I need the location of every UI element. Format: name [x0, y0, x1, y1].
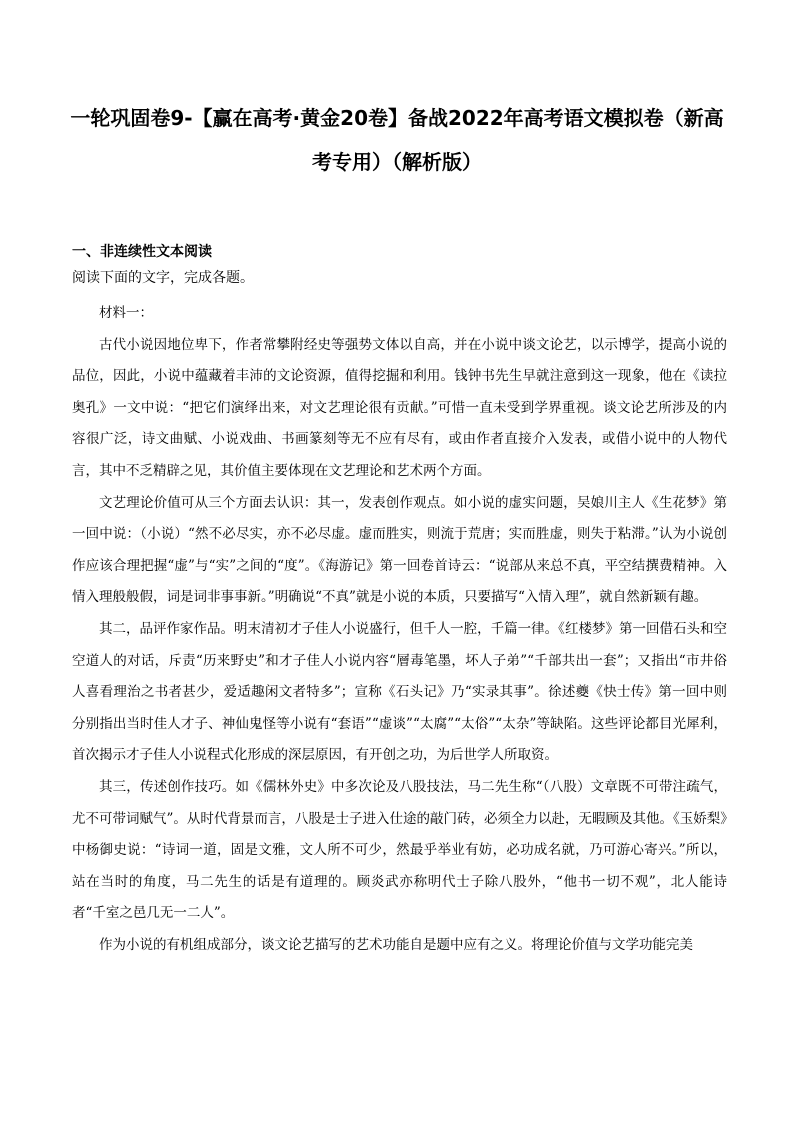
reading-instruction: 阅读下面的文字，完成各题。 [72, 270, 254, 286]
passage-body [72, 298, 727, 961]
document-title: 一轮巩固卷9-【赢在高考·黄金20卷】备战2022年高考语文模拟卷（新高考专用）（解析版） [70, 106, 724, 174]
paragraph-material-label: 材料一： [99, 305, 153, 321]
paragraph: 文艺理论价值可从三个方面去认识：其一，发表创作观点。如小说的虚实问题，吴娘川主人《生花梦》第一回中说：（小说）“然不必尽实，亦不必尽虚。虚而胜实，则流于荒唐；实而胜虚，则失于粘滞。”认为小说创作应该合理把握“虚”与“实”之间的“度”。《海游记》第一回卷首诗云：“说部从来总不真，平空结撰费精神。入情入理般般假，词是词非事事新。”明确说“不真”就是小说的本质，只要描写“入情入理”，就自然新颖有趣。 [72, 494, 727, 606]
paragraph: 古代小说因地位卑下，作者常攀附经史等强势文体以自高，并在小说中谈文论艺，以示博学，提高小说的品位，因此，小说中蕴藏着丰沛的文论资源，值得挖掘和利用。钱钟书先生早就注意到这一现象，他在《读拉奥孔》一文中说：“把它们演绎出来，对文艺理论很有贡献。”可惜一直未受到学界重视。谈文论艺所涉及的内容很广泛，诗文曲赋、小说戏曲、书画篆刻等无不应有尽有，或由作者直接介入发表，或借小说中的人物代言，其中不乏精辟之见，其价值主要体现在文艺理论和艺术两个方面。 [72, 336, 727, 479]
paragraph: 其二，品评作家作品。明末清初才子佳人小说盛行，但千人一腔，千篇一律。《红楼梦》第一回借石头和空空道人的对话，斥责“历来野史”和才子佳人小说内容“層毒笔墨，坏人子弟”“千部共出一套”；又指出“市井俗人喜看理治之书者甚少，爱适趣闲文者特多”；宣称《石头记》乃“实录其事”。徐述夔《快士传》第一回中则分别指出当时佳人才子、神仙鬼怪等小说有“套语”“虚谈”“太腐”“太俗”“太杂”等缺陷。这些评论都目光犀利，首次揭示才子佳人小说程式化形成的深层原因，有开创之功，为后世学人所取资。 [72, 620, 727, 764]
paragraph: 其三，传述创作技巧。如《儒林外史》中多次论及八股技法，马二先生称“（八股）文章既不可带注疏气，尤不可带词赋气”。从时代背景而言，八股是士子进入仕途的敲门砖，必须全力以赴，无暇顾及其他。《玉娇梨》中杨御史说：“诗词一道，固是文雅，文人所不可少，然最乎举业有妨，必功成名就，乃可游心寄兴。”所以，站在当时的角度，马二先生的话是有道理的。顾炎武亦称明代士子除八股外，“他书一切不观”，北人能诗者“千室之邑几无一二人”。 [72, 778, 727, 922]
section-heading: 一、非连续性文本阅读 [72, 244, 212, 260]
paragraph: 作为小说的有机组成部分，谈文论艺描写的艺术功能自是题中应有之义。将理论价值与文学功能完美 [99, 936, 693, 953]
